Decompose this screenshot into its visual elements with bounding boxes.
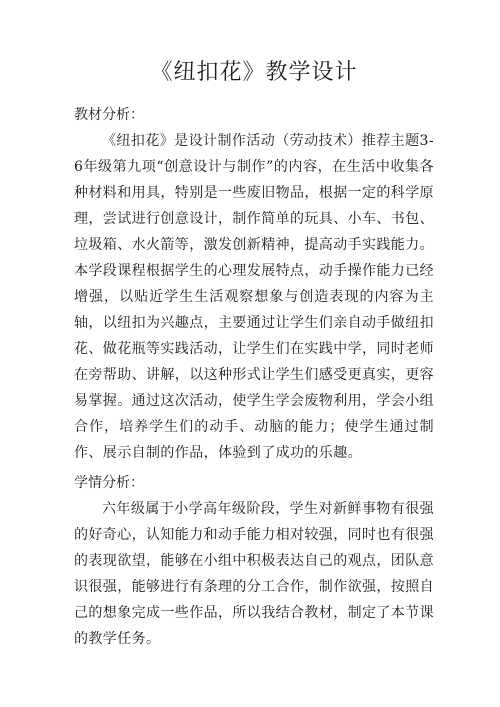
section-paragraph: 六年级属于小学高年级阶段，学生对新鲜事物有很强的好奇心，认知能力和动手能力相对较强，同时也有很强的表现欲望，能够在小组中积极表达自己的观点，团队意识很强，能够进行有条理的分工合作，制作欲强，按照自己的想象完成一些作品，所以我结合教材，制定了本节课的教学任务。	[74, 501, 434, 647]
section-heading: 学情分析：	[74, 475, 144, 491]
document-title: 《纽扣花》教学设计	[150, 60, 358, 85]
section-paragraph: 《纽扣花》是设计制作活动（劳动技术）推荐主题3-6年级第九项“创意设计与制作”的内容，在生活中收集各种材料和用具，特别是一些废旧物品，根据一定的科学原理，尝试进行创意设计，制作简单的玩具、小车、书包、垃圾箱、水火箭等，激发创新精神，提高动手实践能力。本学段课程根据学生的心理发展特点，动手操作能力已经增强，以贴近学生生活观察想象与创造表现的内容为主轴，以纽扣为兴趣点，主要通过让学生们亲自动手做纽扣花、做花瓶等实践活动，让学生们在实践中学，同时老师在旁帮助、讲解，以这种形式让学生们感受更真实，更容易掌握。通过这次活动，使学生学会废物利用，学会小组合作，培养学生们的动手、动脑的能力；使学生通过制作、展示自制的作品，体验到了成功的乐趣。	[74, 133, 434, 461]
section-student-analysis	[74, 470, 434, 652]
section-textbook-analysis	[74, 102, 434, 466]
section-heading: 教材分析：	[74, 107, 144, 123]
